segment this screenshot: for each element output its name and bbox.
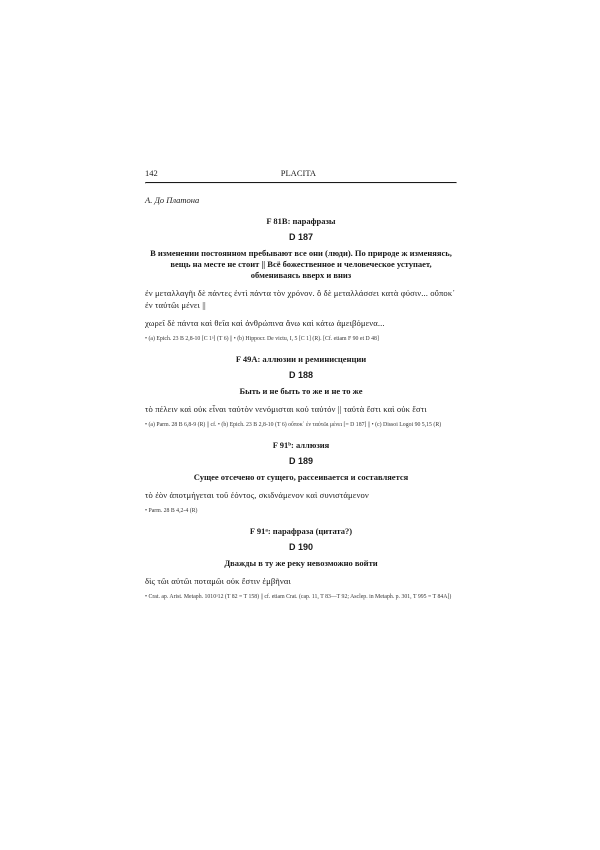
running-header [145, 168, 457, 182]
source-note: • Crat. ap. Arist. Metaph. 1010ᵃ12 (T 82 = T 158) || cf. etiam Crat. (cap. 11, T 83—T 92; Asclep. in Metaph. p. 301, T 995 = T 84A]) [145, 594, 452, 600]
russian-translation: Сущее отсечено от сущего, рассеивается и составляется [193, 472, 409, 482]
fragment-heading: F 81B: парафразы [266, 216, 336, 226]
greek-text: τὸ ἐὸν ἀποτμήγεται τοῦ ἐόντος, σκιδνάμενον καὶ συνιστάμενον [145, 490, 369, 500]
d-number: D 190 [288, 542, 314, 552]
greek-text: δὶς τῶι αὐτῶι ποταμῶι οὐκ ἔστιν ἐμβῆναι [145, 576, 291, 586]
fragment-heading: F 91ᵇ: аллюзия [272, 440, 330, 450]
source-note: • (a) Parm. 28 B 6,8-9 (R) || cf. • (b) Epich. 23 B 2,8-10 (T 6) οὔποκ᾿ ἐν ταὐτῶι μένει [= D 187] || • (c) Dissoi Logoi 90 5,15 (R) [145, 422, 442, 428]
d-number: D 188 [288, 370, 314, 380]
greek-text: ἐν μεταλλαγῆι δὲ πάντες ἐντὶ πάντα τὸν χρόνον. ὃ δὲ μεταλλάσσει κατὰ φύσιν... οὔποκ᾿ ἐν ταὐτῶι μένει || [145, 288, 456, 310]
fragment-entry [145, 216, 457, 343]
russian-translation: Дважды в ту же реку невозможно войти [224, 558, 378, 568]
d-number: D 187 [288, 232, 314, 242]
fragment-heading: F 91ᵃ: парафраза (цитата?) [249, 526, 353, 536]
section-label: A. До Платона [145, 195, 200, 205]
fragment-heading: F 49A: аллюзии и реминисценции [235, 354, 367, 364]
header-rule [145, 182, 457, 184]
greek-text: τὸ πέλειν καὶ οὐκ εἶναι ταὐτὸν νενόμισται κοὐ ταὐτόν || ταὐτὰ ἔστι καὶ οὐκ ἔστι [145, 404, 427, 414]
page-number: 142 [145, 168, 158, 178]
source-note: • Parm. 28 B 4,2-4 (R) [145, 508, 198, 514]
running-title: PLACITA [280, 168, 316, 178]
fragment-entry [145, 354, 457, 429]
book-page [145, 168, 457, 601]
russian-translation: В изменении постоянном пребывают все они (люди). По природе ж изменяясь, вещь на месте не стоит || Всё божественное и человеческое уступает, обмениваясь вверх и вниз [150, 248, 452, 280]
russian-translation: Быть и не быть то же и не то же [239, 386, 363, 396]
fragment-entry [145, 526, 457, 601]
d-number: D 189 [288, 456, 314, 466]
source-note: • (a) Epich. 23 B 2,8-10 [C 1ᵃ] (T 6) || • (b) Hippocr. De victu, I, 5 [C 1] (R). [Cf. etiam F 90 et D 48] [145, 336, 379, 342]
greek-text: χωρεῖ δὲ πάντα καὶ θεῖα καὶ ἀνθρώπινα ἄνω καὶ κάτω ἀμειβόμενα... [145, 318, 385, 328]
fragment-entry [145, 440, 457, 515]
